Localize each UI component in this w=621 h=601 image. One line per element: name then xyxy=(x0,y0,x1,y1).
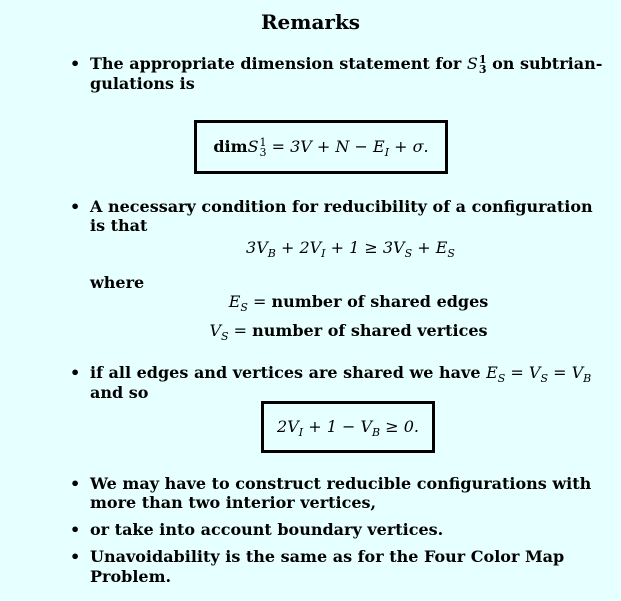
item-1-math-supsub xyxy=(478,52,487,76)
item-2-line-2: is that xyxy=(90,216,148,235)
item-3-eq-b: = V xyxy=(505,363,541,382)
item-2-line-1: A necessary condition for reducibility of a configuration xyxy=(90,197,593,216)
item-4-line-1: We may have to construct reducible configurations with xyxy=(90,474,592,493)
dim-sup: 1 xyxy=(259,135,267,149)
item-5-line-1: or take into account boundary vertices. xyxy=(90,520,444,539)
item-1-text: The appropriate dimension statement for xyxy=(90,54,467,73)
ineq-part-d: + E xyxy=(412,238,448,257)
item-3-eq-a-sub: S xyxy=(497,372,506,386)
item-1-math-sub: 3 xyxy=(478,62,487,76)
dim-operator: dim xyxy=(213,137,248,156)
item-3-text: if all edges and vertices are shared we have xyxy=(90,363,487,382)
def1-sub: S xyxy=(240,301,248,315)
item-4-line-2: more than two interior vertices, xyxy=(90,493,377,512)
def2-var: V xyxy=(209,321,222,340)
box-part-a-sub: I xyxy=(298,426,304,440)
ineq-part-c-sub: S xyxy=(404,247,413,261)
box-part-b: + 1 − V xyxy=(303,417,373,436)
item-6-line-2: Problem. xyxy=(90,567,172,586)
bullet-3: • xyxy=(70,363,81,382)
ineq-part-b-sub: I xyxy=(321,247,326,261)
item-3-eq-c-sub: B xyxy=(583,372,592,386)
dim-var: S xyxy=(247,137,259,156)
bullet-2: • xyxy=(70,197,81,216)
def1-var: E xyxy=(228,292,241,311)
ineq-part-a: 3V xyxy=(246,238,268,257)
item-3-line-2: and so xyxy=(90,383,149,402)
definition-shared-edges xyxy=(48,292,621,317)
dim-supsub xyxy=(259,135,267,159)
reducibility-inequality xyxy=(40,238,621,263)
dimension-formula-box xyxy=(194,120,448,174)
item-3-eq-c: = V xyxy=(547,363,584,382)
item-1-line-2: gulations is xyxy=(90,74,195,93)
def2-sub: S xyxy=(221,330,229,344)
item-3-eq-a: E xyxy=(486,363,498,382)
dim-tail: + σ. xyxy=(389,137,429,156)
ineq-part-d-sub: S xyxy=(447,247,455,261)
item-3-eq-b-sub: S xyxy=(540,372,548,386)
def1-text: number of shared edges xyxy=(271,292,489,311)
ineq-part-c: + 1 ≥ 3V xyxy=(325,238,405,257)
bullet-4: • xyxy=(70,474,81,493)
def2-eq: = xyxy=(228,321,253,340)
item-1-math-var: S xyxy=(466,54,478,73)
box-part-c: ≥ 0. xyxy=(380,417,419,436)
dim-rest: = 3V + N − E xyxy=(266,137,385,156)
bullet-6: • xyxy=(70,547,81,566)
definition-shared-vertices xyxy=(38,321,621,346)
item-1-text-suffix: on subtrian- xyxy=(486,54,603,73)
item-6-line-1: Unavoidability is the same as for the Four Color Map xyxy=(90,547,565,566)
where-label: where xyxy=(90,273,145,292)
def1-eq: = xyxy=(247,292,272,311)
dim-rest-sub: I xyxy=(384,146,390,160)
dim-sub: 3 xyxy=(259,145,267,159)
item-1-line-1 xyxy=(90,54,606,75)
bullet-5: • xyxy=(70,520,81,539)
box-part-a: 2V xyxy=(277,417,299,436)
box-part-b-sub: B xyxy=(372,426,381,440)
ineq-part-b: + 2V xyxy=(275,238,322,257)
item-1-math-sup: 1 xyxy=(478,52,487,66)
bullet-1: • xyxy=(70,54,81,73)
ineq-part-a-sub: B xyxy=(267,247,276,261)
slide-title: Remarks xyxy=(260,10,361,34)
shared-condition-box xyxy=(261,401,435,453)
def2-text: number of shared vertices xyxy=(252,321,488,340)
